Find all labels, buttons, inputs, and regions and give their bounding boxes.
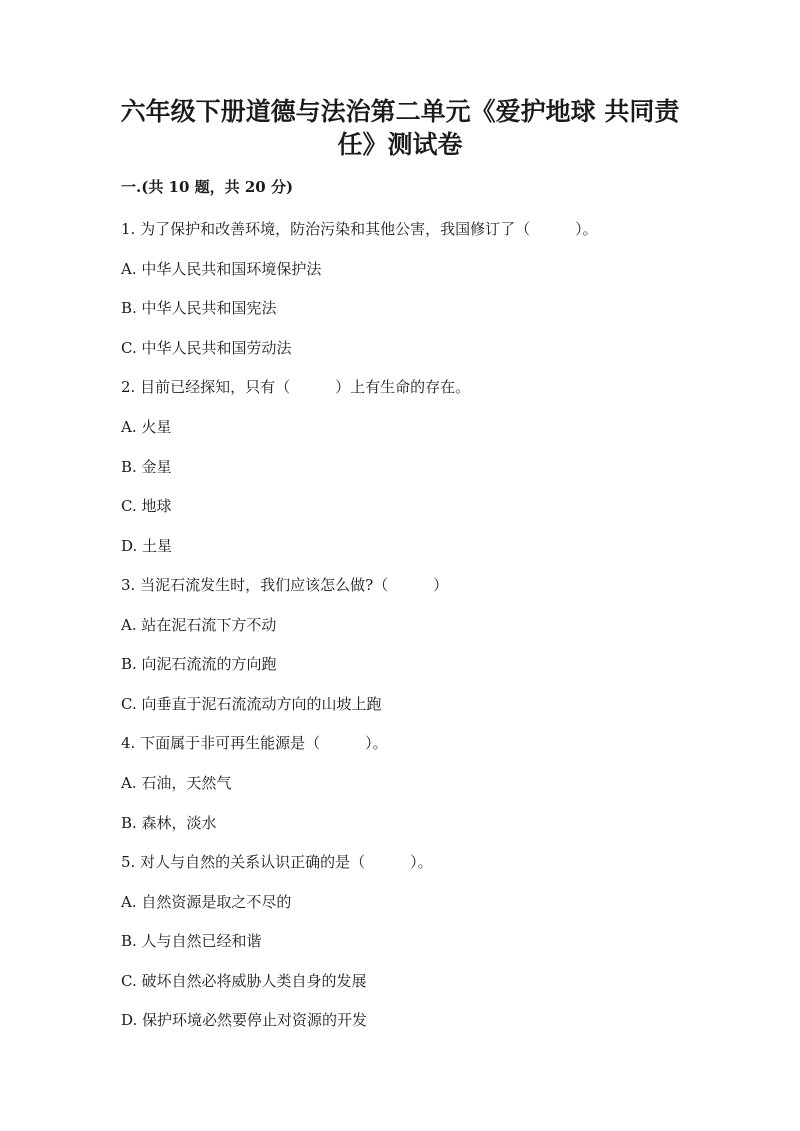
question-2-option-d: D. 土星 [121, 537, 173, 555]
question-1-option-a: A. 中华人民共和国环境保护法 [121, 260, 322, 278]
question-5-option-b: B. 人与自然已经和谐 [121, 932, 262, 950]
question-4-option-b: B. 森林，淡水 [121, 814, 217, 832]
question-3-option-b: B. 向泥石流流的方向跑 [121, 655, 277, 673]
page-title-line-1: 六年级下册道德与法治第二单元《爱护地球 共同责 [120, 97, 680, 126]
question-3-option-c: C. 向垂直于泥石流流动方向的山坡上跑 [121, 695, 382, 713]
question-stem-1: 1. 为了保护和改善环境，防治污染和其他公害，我国修订了（ ）。 [121, 220, 598, 238]
question-1-option-c: C. 中华人民共和国劳动法 [121, 339, 292, 357]
question-2-option-a: A. 火星 [121, 418, 172, 436]
question-stem-2: 2. 目前已经探知，只有（ ）上有生命的存在。 [121, 378, 471, 396]
question-1-option-b: B. 中华人民共和国宪法 [121, 299, 277, 317]
question-5-option-c: C. 破坏自然必将威胁人类自身的发展 [121, 972, 367, 990]
question-stem-4: 4. 下面属于非可再生能源是（ ）。 [121, 734, 388, 752]
section-heading: 一.(共 10 题，共 20 分) [121, 178, 294, 196]
question-2-option-c: C. 地球 [121, 497, 172, 515]
page-title-line-2: 任》测试卷 [337, 130, 463, 159]
question-2-option-b: B. 金星 [121, 458, 172, 476]
question-4-option-a: A. 石油，天然气 [121, 774, 232, 792]
question-stem-5: 5. 对人与自然的关系认识正确的是（ ）。 [121, 853, 433, 871]
question-5-option-a: A. 自然资源是取之不尽的 [121, 893, 292, 911]
question-stem-3: 3. 当泥石流发生时，我们应该怎么做?（ ） [121, 576, 449, 594]
question-5-option-d: D. 保护环境必然要停止对资源的开发 [121, 1011, 368, 1029]
question-3-option-a: A. 站在泥石流下方不动 [121, 616, 277, 634]
